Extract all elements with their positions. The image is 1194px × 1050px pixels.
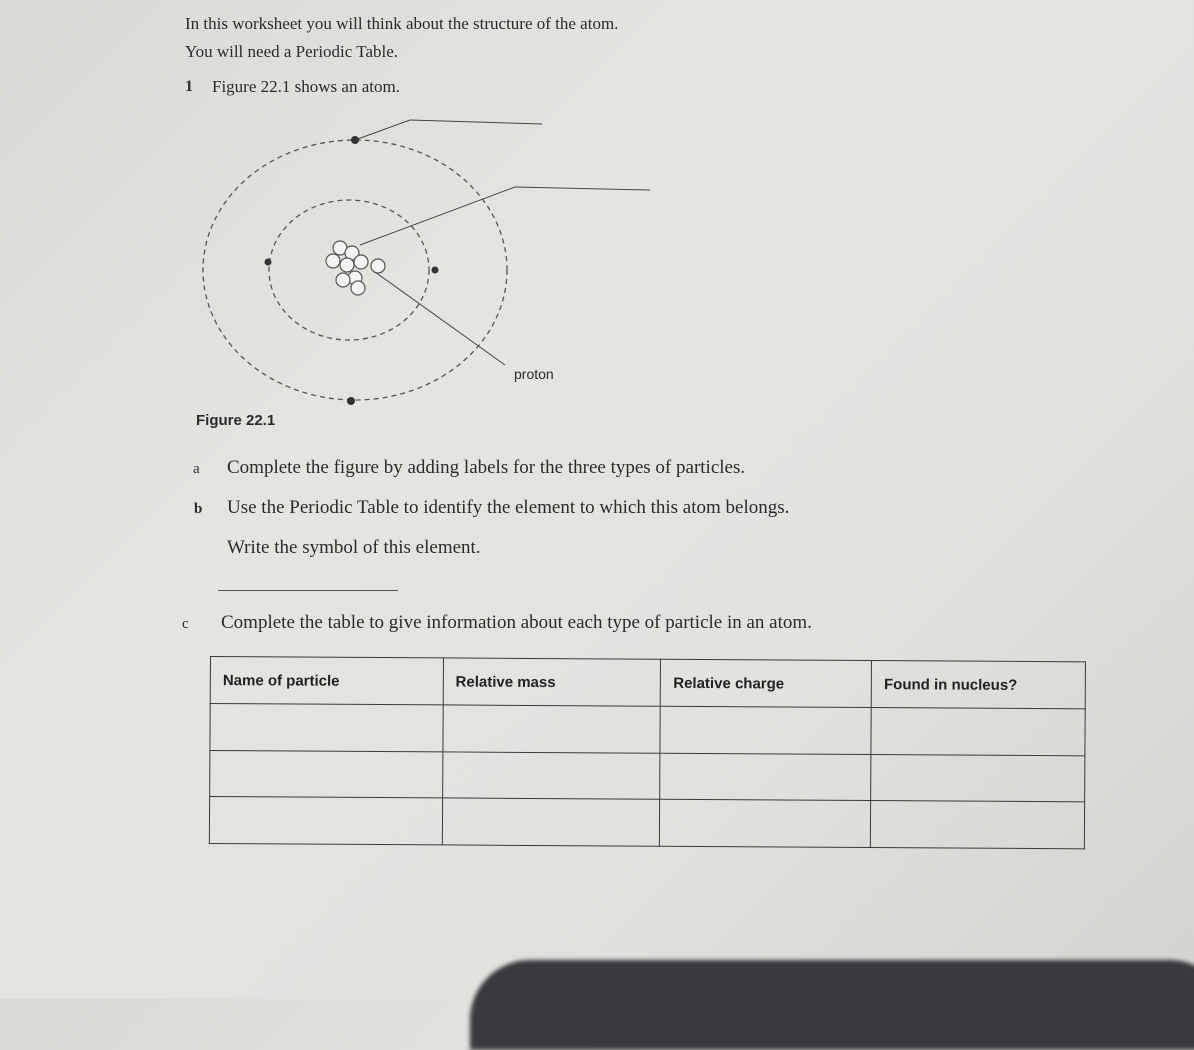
figure-caption: Figure 22.1 xyxy=(196,412,276,429)
part-a-text: Complete the figure by adding labels for the three types of particles. xyxy=(227,457,746,478)
part-c-letter: c xyxy=(182,616,189,632)
header-relative-mass: Relative mass xyxy=(443,658,661,706)
table-cell[interactable] xyxy=(871,754,1085,802)
header-relative-charge: Relative charge xyxy=(661,659,872,707)
part-a-letter: a xyxy=(193,461,200,477)
table-row xyxy=(210,704,1085,756)
question-number: 1 xyxy=(185,78,193,95)
table-cell[interactable] xyxy=(442,752,660,800)
symbol-answer-line[interactable] xyxy=(218,590,398,591)
table-cell[interactable] xyxy=(443,705,661,753)
table-cell[interactable] xyxy=(209,797,442,845)
electron-inner-right xyxy=(432,267,439,274)
part-a xyxy=(193,457,745,479)
intro-line-2: You will need a Periodic Table. xyxy=(185,42,399,61)
table-cell[interactable] xyxy=(660,800,871,848)
intro-line-1: In this worksheet you will think about the structure of the atom. xyxy=(185,14,619,33)
nucleus xyxy=(326,241,385,295)
part-b-text: Use the Periodic Table to identify the element to which this atom belongs. xyxy=(227,497,790,518)
table-cell[interactable] xyxy=(660,706,871,754)
particle-table xyxy=(209,656,1086,849)
table-header-row xyxy=(210,657,1085,709)
label-line-neutron-blank xyxy=(515,187,650,190)
part-b xyxy=(194,497,789,519)
label-line-electron-blank xyxy=(410,120,542,124)
label-line-neutron xyxy=(360,187,515,245)
electron-inner-left xyxy=(265,259,272,266)
outer-electron-shell xyxy=(203,140,507,400)
header-found-in-nucleus: Found in nucleus? xyxy=(871,661,1085,709)
header-name-of-particle: Name of particle xyxy=(210,657,443,705)
atom-diagram xyxy=(195,110,675,410)
table-cell[interactable] xyxy=(210,704,443,752)
table-cell[interactable] xyxy=(871,708,1085,756)
table-cell[interactable] xyxy=(210,750,443,798)
table-row xyxy=(210,750,1085,802)
table-cell[interactable] xyxy=(660,753,871,801)
table-row xyxy=(209,797,1084,849)
part-c-text: Complete the table to give information about each type of particle in an atom. xyxy=(221,612,812,633)
question-text: Figure 22.1 shows an atom. xyxy=(212,77,400,96)
part-b-write-symbol: Write the symbol of this element. xyxy=(227,537,481,558)
label-line-proton xyxy=(375,272,505,365)
label-line-electron xyxy=(355,120,410,140)
table-cell[interactable] xyxy=(442,798,660,846)
part-c xyxy=(182,612,812,634)
electron-outer-bottom xyxy=(347,397,355,405)
table-cell[interactable] xyxy=(871,801,1085,849)
background-shadow xyxy=(470,960,1194,1050)
part-b-letter: b xyxy=(194,501,203,517)
proton-label: proton xyxy=(514,366,554,382)
